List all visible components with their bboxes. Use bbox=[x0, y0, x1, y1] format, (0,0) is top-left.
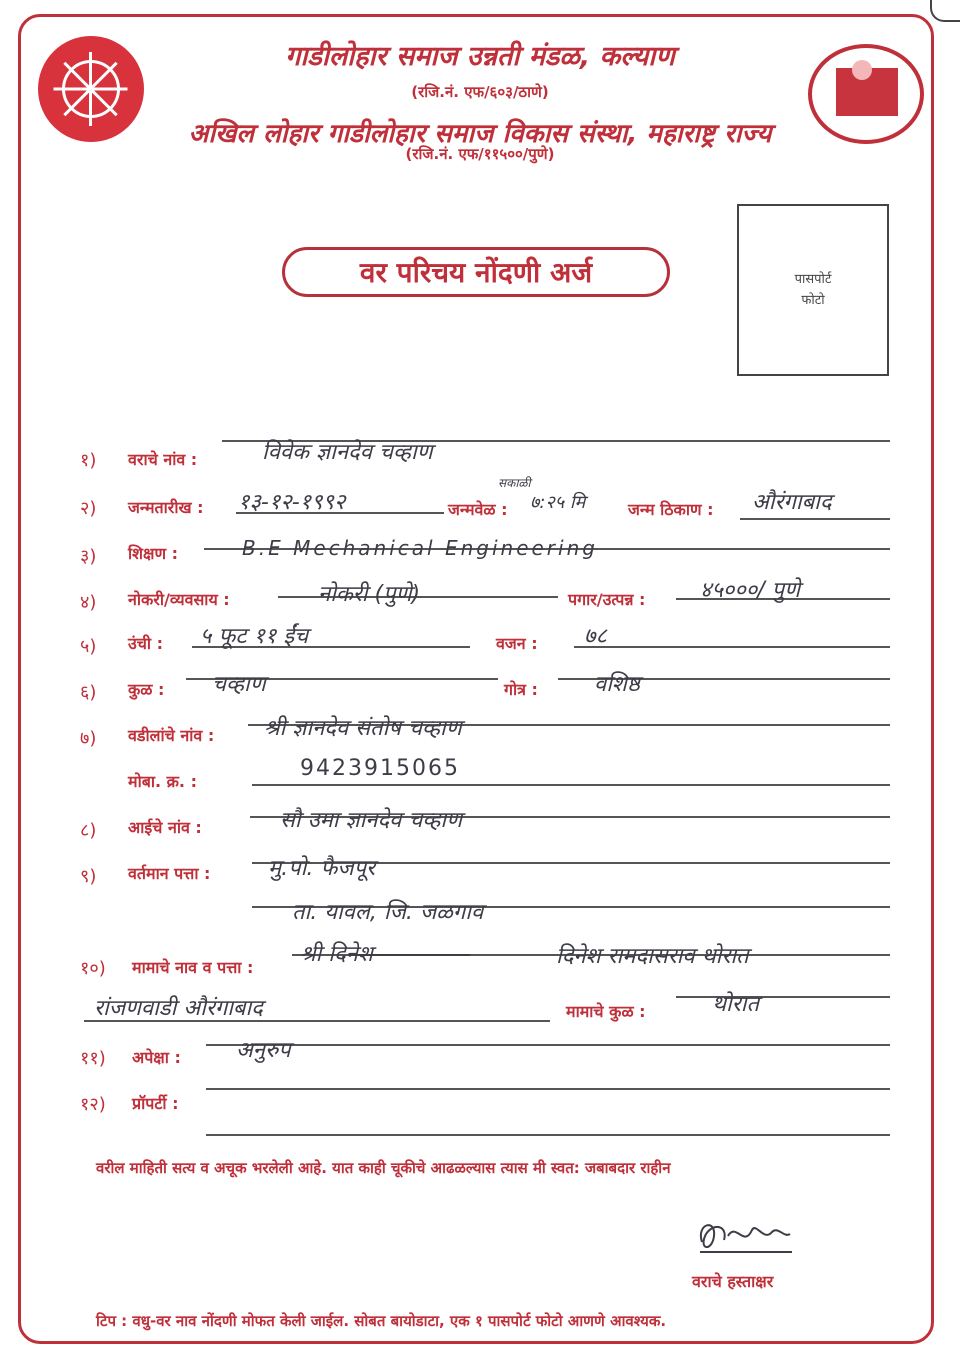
father-name-value[interactable]: श्री ज्ञानदेव संतोष चव्हाण bbox=[264, 716, 462, 741]
salary-label: पगार/उत्पन्न : bbox=[568, 590, 646, 609]
kul-value[interactable]: चव्हाण bbox=[212, 672, 266, 697]
field-number: ७) bbox=[80, 728, 97, 749]
education-label: शिक्षण : bbox=[128, 544, 179, 563]
field-number: ६) bbox=[80, 682, 97, 703]
job-value[interactable]: नोकरी (पुणे) bbox=[318, 582, 421, 607]
kul-label: कुळ : bbox=[128, 680, 165, 699]
strikethrough-mark bbox=[350, 954, 470, 956]
field-number: ४) bbox=[80, 592, 97, 613]
uncle-kul-value[interactable]: थोरात bbox=[712, 992, 759, 1017]
weight-value[interactable]: ७८ bbox=[584, 624, 607, 649]
dob-label: जन्मतारीख : bbox=[128, 498, 204, 517]
declaration-text: वरील माहिती सत्य व अचूक भरलेली आहे. यात काही चूकीचे आढळल्यास त्यास मी स्वत: जबाबदार राहीन bbox=[96, 1159, 671, 1177]
address-value-2[interactable]: ता. यावल, जि. जळगाव bbox=[292, 900, 484, 925]
uncle-value[interactable]: दिनेश रामदासराव थोरात bbox=[556, 944, 749, 969]
form-title: वर परिचय नोंदणी अर्ज bbox=[282, 247, 670, 297]
uncle-label: मामाचे नाव व पत्ता : bbox=[132, 958, 254, 977]
photo-label-line-1: पासपोर्ट bbox=[794, 272, 832, 287]
groom-name-label: वराचे नांव : bbox=[128, 450, 198, 469]
org-registration-1: (रजि.नं. एफ/६०३/ठाणे) bbox=[411, 83, 549, 101]
weight-line bbox=[574, 646, 890, 648]
address-value-1[interactable]: मु.पो. फैजपूर bbox=[268, 856, 376, 881]
dob-value[interactable]: १३-१२-१९९२ bbox=[238, 490, 346, 515]
field-number: ८) bbox=[80, 820, 97, 841]
footer-note: टिप : वधु-वर नाव नोंदणी मोफत केली जाईल. सोबत बायोडाटा, एक १ पासपोर्ट फोटो आणणे आवश्यक. bbox=[96, 1312, 667, 1330]
field-number: ११) bbox=[80, 1048, 106, 1069]
field-number: ३) bbox=[80, 546, 97, 567]
groom-signature bbox=[694, 1212, 794, 1258]
mobile-label: मोबा. क्र. : bbox=[128, 772, 197, 791]
photo-label-line-2: फोटो bbox=[801, 293, 825, 308]
property-line-1[interactable] bbox=[206, 1088, 890, 1090]
birth-place-label: जन्म ठिकाण : bbox=[628, 500, 714, 519]
mother-name-label: आईचे नांव : bbox=[128, 818, 202, 837]
org-name-primary: गाडीलोहार समाज उन्नती मंडळ, कल्याण bbox=[285, 41, 675, 72]
field-number: १) bbox=[80, 450, 97, 471]
uncle-kul-line bbox=[676, 996, 890, 998]
height-value[interactable]: ५ फूट ११ ईंच bbox=[200, 624, 309, 649]
field-number: ९) bbox=[80, 866, 97, 887]
mother-name-value[interactable]: सौ उमा ज्ञानदेव चव्हाण bbox=[280, 808, 462, 833]
job-label: नोकरी/व्यवसाय : bbox=[128, 590, 230, 609]
uncle-value-struck[interactable]: श्री दिनेश bbox=[300, 942, 373, 967]
uncle-kul-label: मामाचे कुळ : bbox=[566, 1002, 646, 1021]
field-number: ५) bbox=[80, 636, 97, 657]
gotra-value[interactable]: वशिष्ठ bbox=[594, 672, 640, 697]
property-label: प्रॉपर्टी : bbox=[132, 1094, 179, 1113]
field-number: २) bbox=[80, 498, 97, 519]
uncle-address-line bbox=[84, 1020, 550, 1022]
groom-name-value[interactable]: विवेक ज्ञानदेव चव्हाण bbox=[262, 440, 433, 465]
org-name-secondary: अखिल लोहार गाडीलोहार समाज विकास संस्था, महाराष्ट्र राज्य bbox=[188, 119, 772, 149]
org-registration-2: (रजि.नं. एफ/११५००/पुणे) bbox=[405, 145, 555, 163]
signature-label: वराचे हस्ताक्षर bbox=[692, 1272, 774, 1291]
birth-time-label: जन्मवेळ : bbox=[448, 500, 508, 519]
birth-time-value[interactable]: ७:२५ मि bbox=[530, 492, 586, 513]
father-name-label: वडीलांचे नांव : bbox=[128, 726, 215, 745]
mobile-value[interactable]: 9423915065 bbox=[300, 756, 460, 781]
uncle-address-value[interactable]: रांजणवाडी औरंगाबाद bbox=[94, 996, 263, 1021]
weight-label: वजन : bbox=[496, 634, 538, 653]
field-number: १२) bbox=[80, 1094, 106, 1115]
birth-place-line bbox=[740, 518, 890, 520]
gotra-label: गोत्र : bbox=[504, 680, 538, 699]
field-number: १०) bbox=[80, 958, 106, 979]
passport-photo-box[interactable] bbox=[737, 204, 889, 376]
education-value[interactable]: B.E Mechanical Engineering bbox=[242, 536, 598, 560]
mobile-line bbox=[252, 784, 890, 786]
page-corner-mark bbox=[930, 0, 960, 22]
birth-time-prefix[interactable]: सकाळी bbox=[498, 476, 531, 490]
birth-place-value[interactable]: औरंगाबाद bbox=[752, 490, 832, 515]
expectation-label: अपेक्षा : bbox=[132, 1048, 181, 1067]
salary-value[interactable]: ४५०००/ पुणे bbox=[700, 578, 801, 603]
address-label: वर्तमान पत्ता : bbox=[128, 864, 211, 883]
expectation-line bbox=[206, 1044, 890, 1046]
height-label: उंची : bbox=[128, 634, 164, 653]
expectation-value[interactable]: अनुरुप bbox=[236, 1038, 291, 1063]
property-line-2[interactable] bbox=[206, 1134, 890, 1136]
